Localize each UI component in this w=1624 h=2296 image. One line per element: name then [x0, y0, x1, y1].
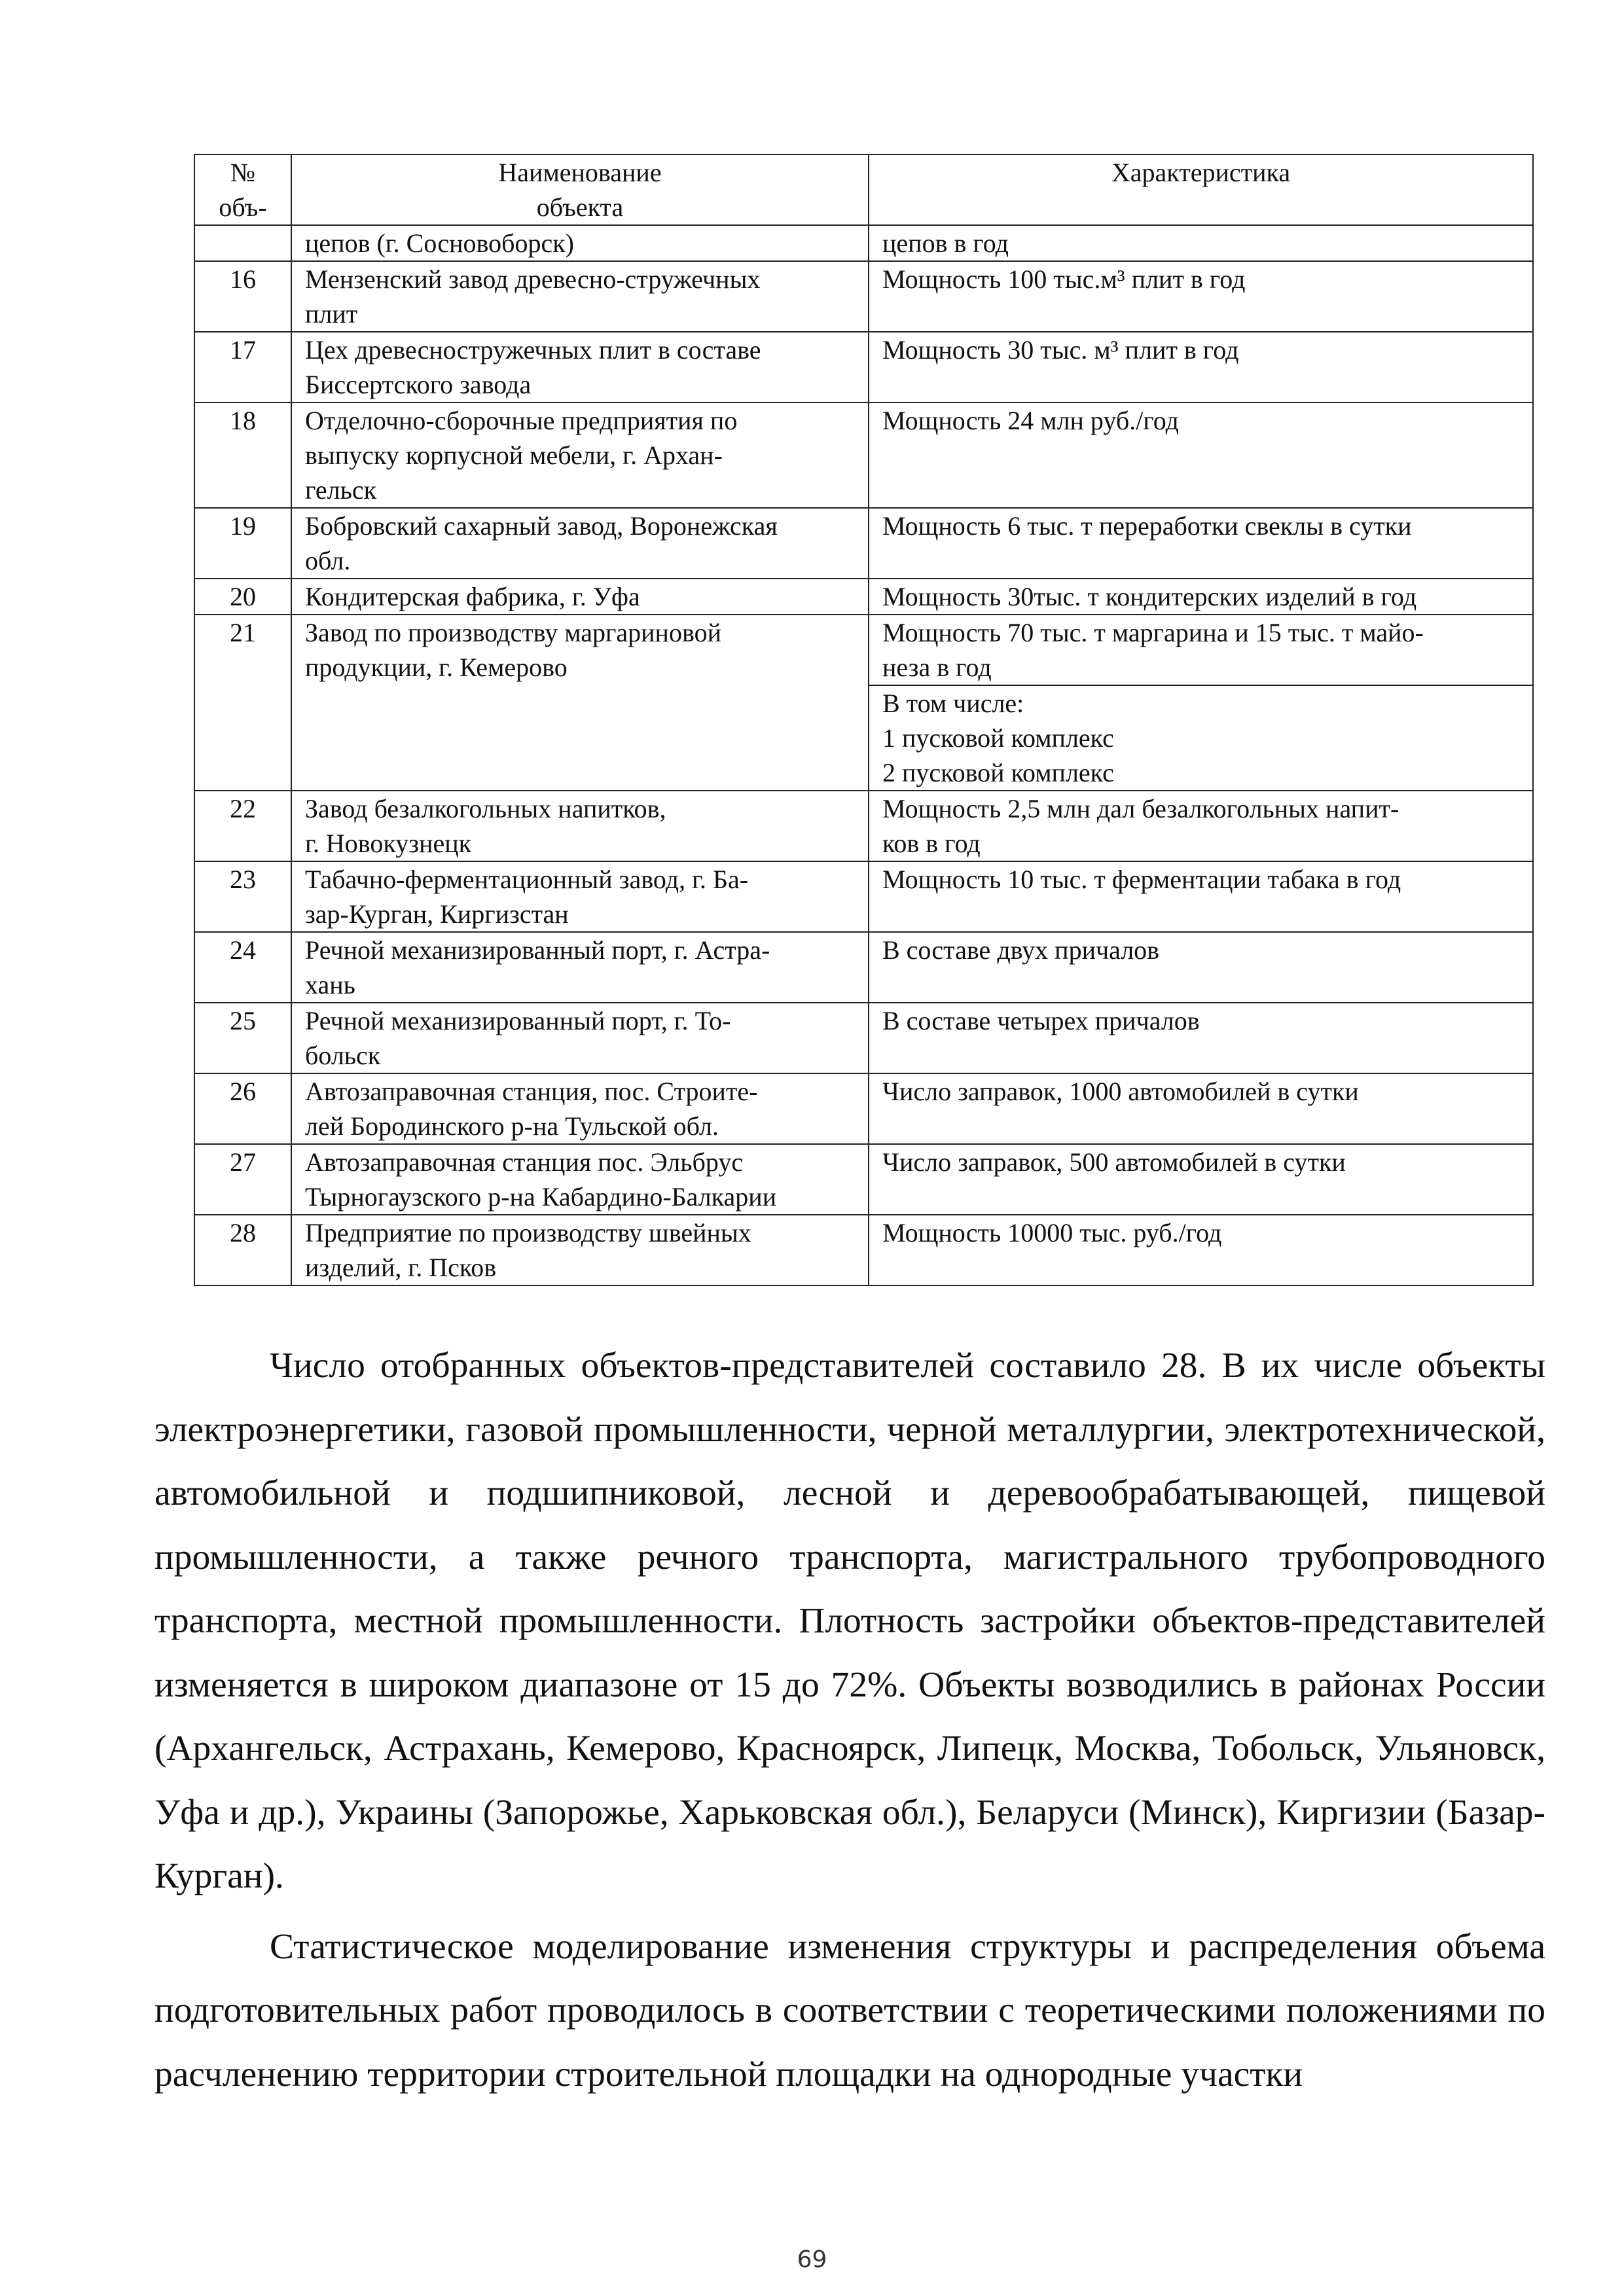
paragraph: Статистическое моделирование изменения структуры и распределения объема подготовительных работ проводилось в соответствии с теоретическими положениями по расчленению территории строительной площадки на однородные участки: [154, 1926, 1545, 2094]
table-row: [194, 225, 1533, 261]
row-characteristic: [869, 615, 1533, 791]
row-object-name: Предприятие по производству швейных изделий, г. Псков: [291, 1215, 869, 1285]
row-object-name: Отделочно-сборочные предприятия по выпуску корпусной мебели, г. Архан- гельск: [291, 403, 869, 508]
row-characteristic: В составе четырех причалов: [869, 1003, 1533, 1073]
row-number: 24: [194, 932, 291, 1003]
table-row: [194, 1073, 1533, 1144]
row-number: 17: [194, 332, 291, 403]
row-characteristic: Мощность 100 тыс.м³ плит в год: [869, 261, 1533, 332]
row-characteristic: Число заправок, 1000 автомобилей в сутки: [869, 1073, 1533, 1144]
header-characteristic: Характеристика: [869, 154, 1533, 225]
row-object-name: Речной механизированный порт, г. То- больск: [291, 1003, 869, 1073]
row-characteristic-main: Мощность 70 тыс. т маргарина и 15 тыс. т майо- неза в год: [882, 618, 1424, 682]
row-characteristic: В составе двух причалов: [869, 932, 1533, 1003]
row-object-name: Завод по производству маргариновой продукции, г. Кемерово: [291, 615, 869, 791]
row-number: 23: [194, 861, 291, 932]
row-characteristic: Число заправок, 500 автомобилей в сутки: [869, 1144, 1533, 1215]
row-characteristic: Мощность 2,5 млн дал безалкогольных напит- ков в год: [869, 791, 1533, 861]
table-row: [194, 1144, 1533, 1215]
table-row: [194, 1215, 1533, 1285]
table-row: [194, 932, 1533, 1003]
row-number: 28: [194, 1215, 291, 1285]
row-object-name: Речной механизированный порт, г. Астра- хань: [291, 932, 869, 1003]
header-number: № объ-: [194, 154, 291, 225]
table-row: [194, 1003, 1533, 1073]
table-row: [194, 615, 1533, 791]
row-number: 18: [194, 403, 291, 508]
row-object-name: Мензенский завод древесно-стружечных плит: [291, 261, 869, 332]
table-row: [194, 791, 1533, 861]
row-object-name: Автозаправочная станция пос. Эльбрус Тырногаузского р-на Кабардино-Балкарии: [291, 1144, 869, 1215]
row-object-name: Автозаправочная станция, пос. Строите- лей Бородинского р-на Тульской обл.: [291, 1073, 869, 1144]
table-row: [194, 508, 1533, 579]
row-number: 20: [194, 579, 291, 615]
row-number: 26: [194, 1073, 291, 1144]
row-object-name: Табачно-ферментационный завод, г. Ба- зар-Курган, Киргизстан: [291, 861, 869, 932]
row-characteristic: цепов в год: [869, 225, 1533, 261]
table-header-row: [194, 154, 1533, 225]
header-object-name: Наименование объекта: [291, 154, 869, 225]
table-row: [194, 861, 1533, 932]
row-number: 22: [194, 791, 291, 861]
row-characteristic: Мощность 10 тыс. т ферментации табака в год: [869, 861, 1533, 932]
objects-table: [194, 154, 1534, 1286]
table-row: [194, 403, 1533, 508]
table-row: [194, 579, 1533, 615]
row-characteristic: Мощность 6 тыс. т переработки свеклы в сутки: [869, 508, 1533, 579]
row-object-name: цепов (г. Сосновоборск): [291, 225, 869, 261]
row-object-name: Кондитерская фабрика, г. Уфа: [291, 579, 869, 615]
row-number: 21: [194, 615, 291, 791]
row-number: 16: [194, 261, 291, 332]
row-object-name: Цех древесностружечных плит в составе Биссертского завода: [291, 332, 869, 403]
row-characteristic: Мощность 30тыс. т кондитерских изделий в год: [869, 579, 1533, 615]
page-number: 69: [797, 2246, 827, 2273]
row-number: 19: [194, 508, 291, 579]
row-number: [194, 225, 291, 261]
row-object-name: Завод безалкогольных напитков, г. Новокузнецк: [291, 791, 869, 861]
row-characteristic: Мощность 30 тыс. м³ плит в год: [869, 332, 1533, 403]
row-characteristic-extra: В том числе: 1 пусковой комплекс 2 пусковой комплекс: [869, 685, 1532, 790]
row-number: 25: [194, 1003, 291, 1073]
row-characteristic: Мощность 24 млн руб./год: [869, 403, 1533, 508]
paragraph: Число отобранных объектов-представителей составило 28. В их числе объекты электроэнергетики, газовой промышленности, черной металлургии, электротехнической, автомобильной и подшипниковой, лесной и деревообрабатывающей, пищевой промышленности, а также речного транспорта, магистрального трубопроводного транспорта, местной промышленности. Плотность застройки объектов-представителей изменяется в широком диапазоне от 15 до 72%. Объекты возводились в районах России (Архангельск, Астрахань, Кемерово, Красноярск, Липецк, Москва, Тобольск, Ульяновск, Уфа и др.), Украины (Запорожье, Харьковская обл.), Беларуси (Минск), Киргизии (Базар-Курган).: [154, 1346, 1545, 1896]
table-row: [194, 261, 1533, 332]
table-row: [194, 332, 1533, 403]
row-object-name: Бобровский сахарный завод, Воронежская обл.: [291, 508, 869, 579]
row-number: 27: [194, 1144, 291, 1215]
body-text: [154, 1334, 1545, 2113]
row-characteristic: Мощность 10000 тыс. руб./год: [869, 1215, 1533, 1285]
